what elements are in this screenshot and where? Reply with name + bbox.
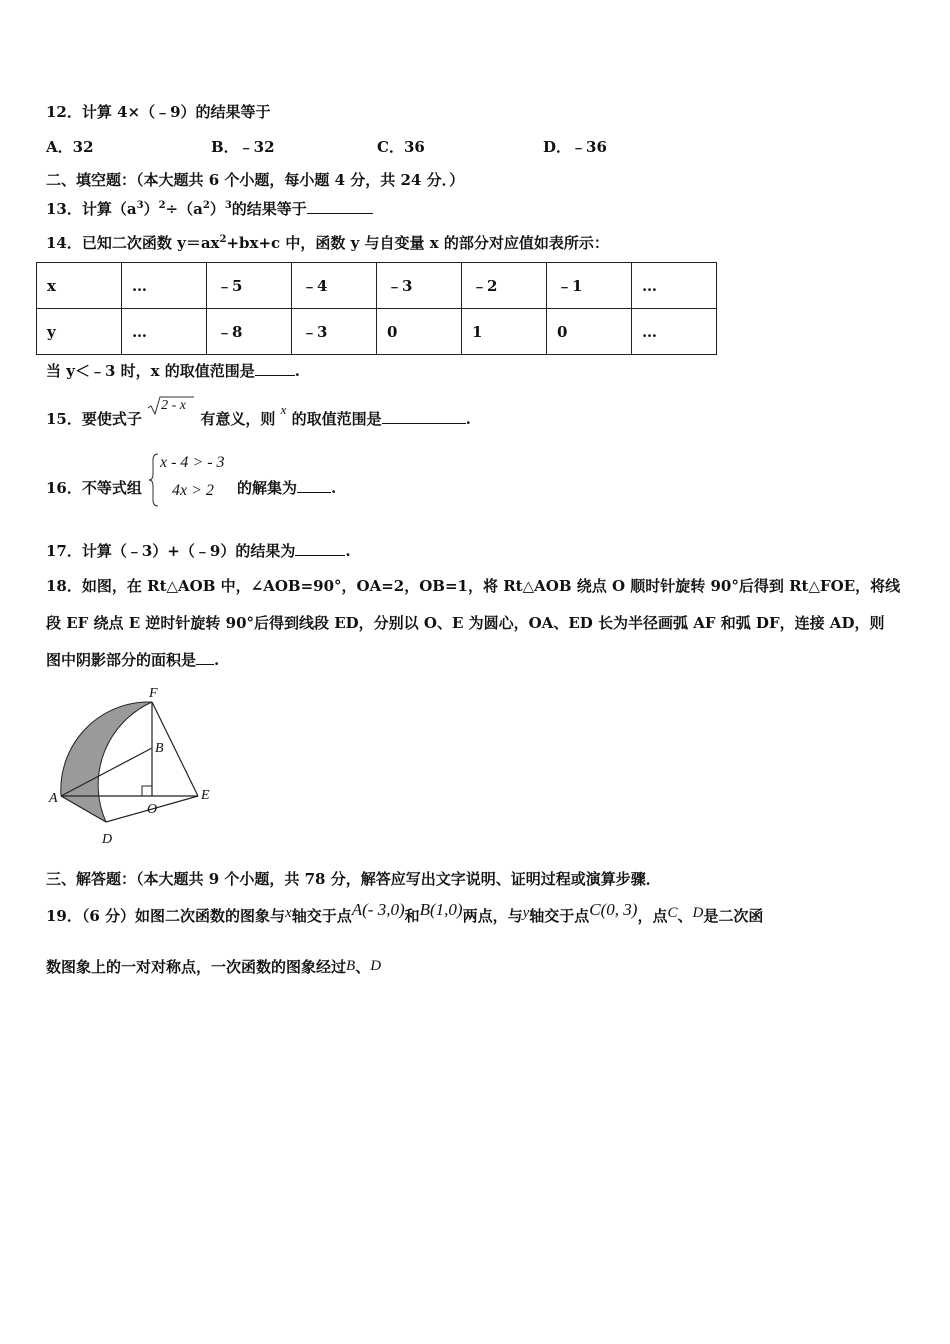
q12-option-a: A．32: [46, 138, 94, 156]
q19-var-y: y: [522, 905, 530, 921]
table-cell: …: [632, 309, 717, 355]
q19-line2-text-2: 、: [355, 958, 371, 976]
q16-answer-blank: [297, 478, 331, 493]
q17-answer-blank: [295, 541, 345, 556]
section3-heading: 三、解答题：（本大题共 9 个小题，共 78 分，解答应写出文字说明、证明过程或演算步骤．: [46, 870, 661, 888]
q19-text-3: 和: [404, 907, 420, 925]
q18-line3-text: 图中阴影部分的面积是: [46, 651, 197, 669]
q14-after: 当 y＜﹣3 时，x 的取值范围是 .: [46, 362, 300, 380]
q19-line2-var-d: D: [370, 958, 382, 974]
q13-suffix: 的结果等于: [231, 200, 307, 218]
q18-answer-blank: [196, 650, 214, 665]
q14-stem-suffix: +bx+c 中，函数 y 与自变量 x 的部分对应值如表所示：: [226, 234, 609, 252]
table-cell: ﹣3: [377, 263, 462, 309]
label-a: A: [49, 791, 58, 806]
q12-option-c: C．36: [377, 138, 425, 156]
q15: 15．要使式子 2 - x 有意义，则 x 的取值范围是 .: [46, 404, 471, 434]
q19-text-6: ，点: [637, 907, 668, 925]
q13-mid1: ）: [143, 200, 159, 218]
q19-var-c: C: [667, 905, 678, 921]
table-cell: ﹣8: [207, 309, 292, 355]
q14-stem-sup: 2: [219, 234, 227, 245]
q19-line2-var-b: B: [346, 958, 356, 974]
q13: [46, 196, 373, 219]
q12-stem: 12．计算 4×（﹣9）的结果等于: [46, 103, 271, 121]
q14-after-text: 当 y＜﹣3 时，x 的取值范围是: [46, 362, 255, 380]
q18-line2: 段 EF 绕点 E 逆时针旋转 90°后得到线段 ED，分别以 O、E 为圆心，OA、ED 长为半径画弧 AF 和弧 DF，连接 AD，则: [46, 614, 885, 632]
q18-geometry-figure: [44, 682, 216, 854]
table-cell: y: [37, 309, 122, 355]
q15-var: x: [280, 402, 287, 417]
table-cell: ﹣3: [292, 309, 377, 355]
q15-prefix: 15．要使式子: [46, 410, 142, 428]
q13-mid2: ÷（a: [165, 200, 203, 218]
table-cell: 1: [462, 309, 547, 355]
q16-inequality-2: 4x > 2: [172, 482, 214, 499]
q18-line1: 18．如图，在 Rt△AOB 中，∠AOB=90°，OA=2，OB=1，将 Rt△AOB 绕点 O 顺时针旋转 90°后得到 Rt△FOE，将线: [46, 577, 901, 595]
table-cell: …: [122, 309, 207, 355]
q13-answer-blank: [307, 199, 373, 214]
q16-prefix: 16．不等式组: [46, 479, 142, 497]
table-cell: ﹣5: [207, 263, 292, 309]
q14-value-table: [36, 262, 717, 355]
label-f: F: [149, 686, 158, 701]
q16-suffix: 的解集为: [237, 479, 298, 497]
section2-heading: 二、填空题：（本大题共 6 个小题，每小题 4 分，共 24 分．）: [46, 171, 465, 189]
q19-text-4: 两点，与: [462, 907, 523, 925]
q13-sup1: 3: [136, 200, 144, 211]
q14-stem: [46, 230, 609, 253]
q19-line2: [46, 957, 381, 978]
sqrt-expression: [147, 398, 195, 424]
q19-point-c: C(0, 3): [589, 900, 638, 919]
q13-prefix: 13．计算（a: [46, 200, 137, 218]
q12-option-b: B．﹣32: [211, 138, 275, 156]
label-e: E: [201, 788, 210, 803]
q18-line3: 图中阴影部分的面积是 .: [46, 651, 220, 669]
table-cell: ﹣2: [462, 263, 547, 309]
q15-suffix: 的取值范围是: [291, 410, 382, 428]
q19-line1: [46, 900, 764, 927]
q15-answer-blank: [382, 409, 466, 424]
q19-text-8: 是二次函: [703, 907, 764, 925]
q15-mid: 有意义，则: [200, 410, 276, 428]
q19-text-7: 、: [677, 907, 693, 925]
q16-inequality-1: x - 4 > - 3: [160, 454, 225, 471]
q19-var-x: x: [285, 905, 292, 921]
q19-text-1: 19．（6 分）如图二次函数的图象与: [46, 907, 286, 925]
table-cell: 0: [377, 309, 462, 355]
table-cell: ﹣4: [292, 263, 377, 309]
q14-answer-blank: [255, 361, 295, 376]
q12-option-d: D．﹣36: [543, 138, 607, 156]
label-o: O: [147, 802, 158, 817]
table-row-y: [37, 309, 717, 355]
q19-var-d: D: [692, 905, 704, 921]
right-angle-mark: [142, 786, 152, 796]
table-cell: ﹣1: [547, 263, 632, 309]
q13-sup2: 2: [158, 200, 166, 211]
q19-line2-text-1: 数图象上的一对对称点，一次函数的图象经过: [46, 958, 347, 976]
q17: 17．计算（﹣3）+（﹣9）的结果为 .: [46, 542, 351, 560]
q17-stem: 17．计算（﹣3）+（﹣9）的结果为: [46, 542, 296, 560]
label-b: B: [155, 741, 164, 756]
left-brace-icon: [148, 452, 160, 508]
q13-sup4: 3: [224, 200, 232, 211]
table-cell: x: [37, 263, 122, 309]
q13-sup3: 2: [202, 200, 210, 211]
label-d: D: [102, 832, 113, 847]
table-cell: …: [122, 263, 207, 309]
q16-suffix-line: 的解集为 .: [237, 479, 337, 497]
q19-point-b: B(1,0): [419, 900, 463, 919]
table-cell: 0: [547, 309, 632, 355]
table-row-x: [37, 263, 717, 309]
q19-text-2: 轴交于点: [291, 907, 352, 925]
sqrt-radicand: 2 - x: [161, 398, 186, 413]
q13-mid3: ）: [209, 200, 225, 218]
table-cell: …: [632, 263, 717, 309]
q19-text-5: 轴交于点: [529, 907, 590, 925]
q19-point-a: A(- 3,0): [351, 900, 405, 919]
q14-stem-prefix: 14．已知二次函数 y＝ax: [46, 234, 220, 252]
